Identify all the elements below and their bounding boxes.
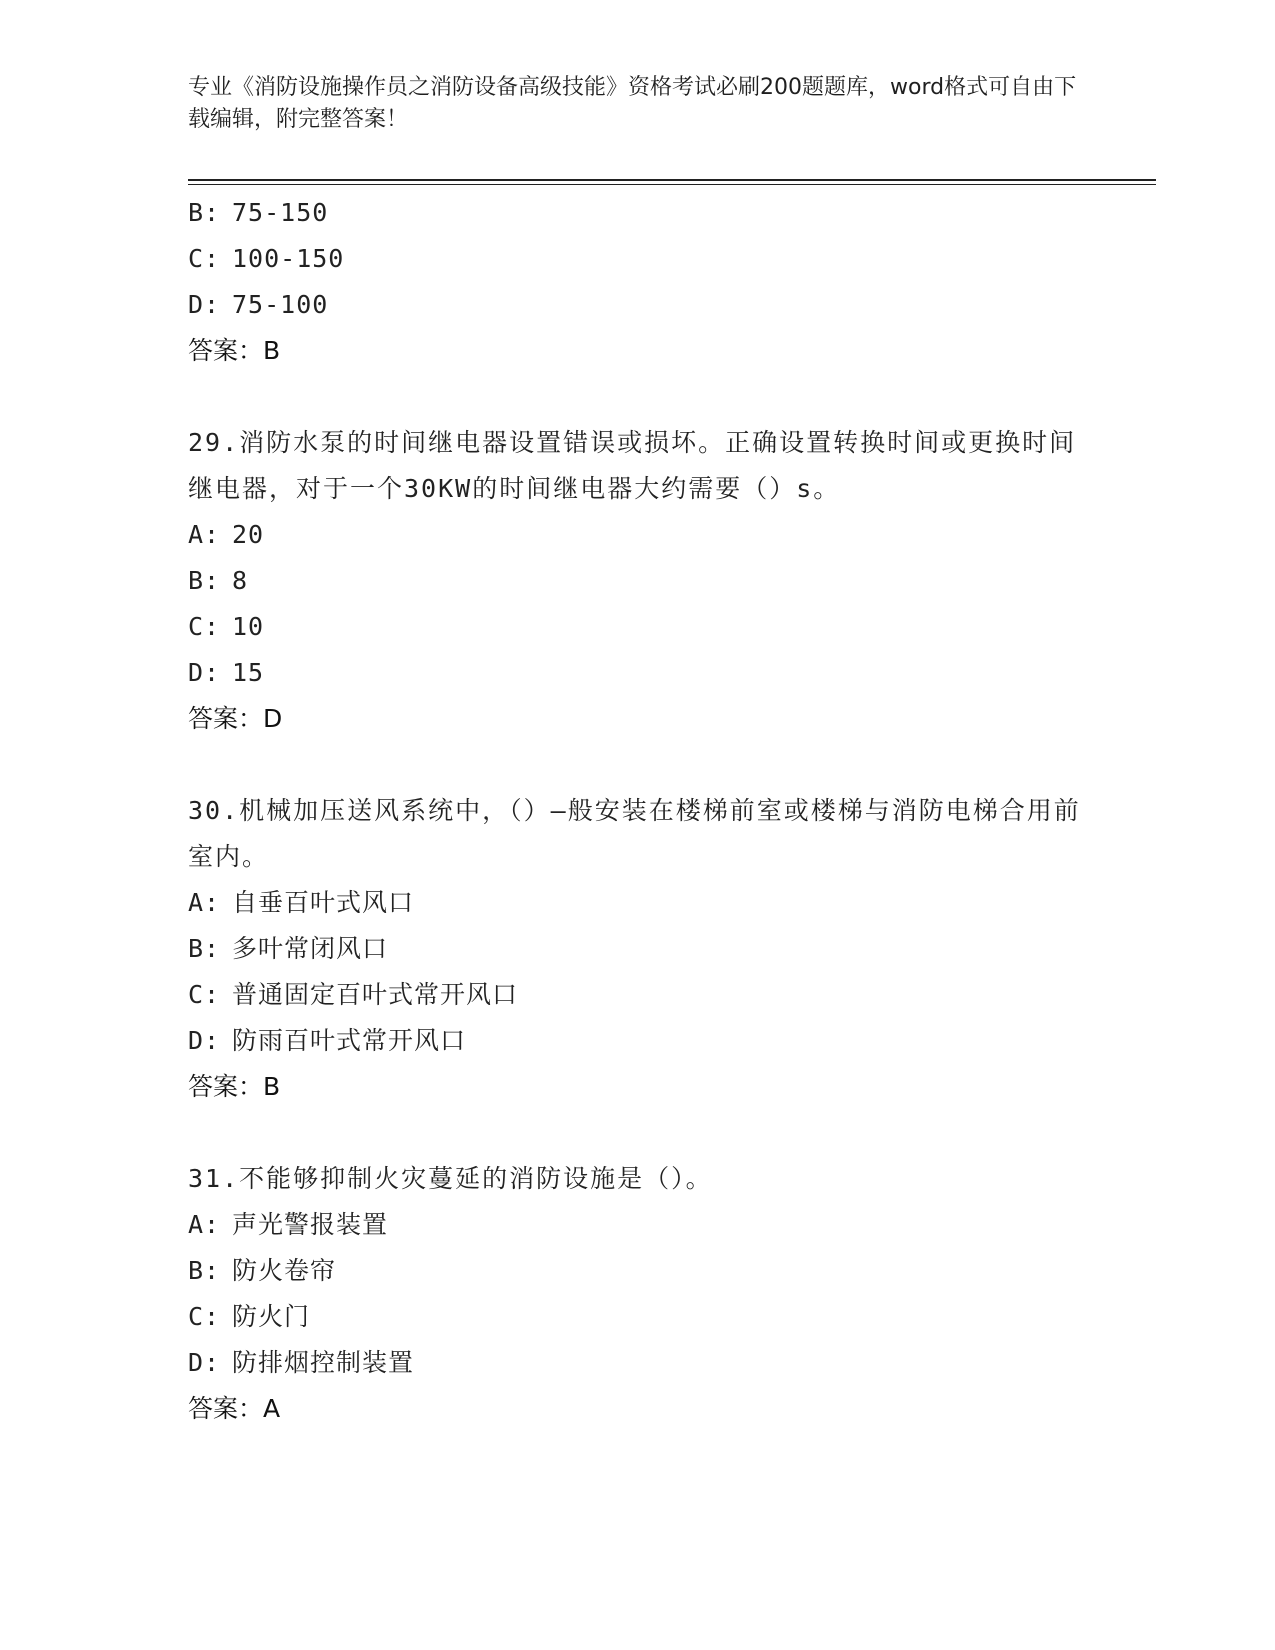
question-text: 31.不能够抑制火灾蔓延的消防设施是（）。 bbox=[188, 1164, 713, 1193]
option-c: C: 100-150 bbox=[188, 244, 345, 273]
question-28-partial bbox=[188, 190, 1088, 374]
question-text: 29.消防水泵的时间继电器设置错误或损坏。正确设置转换时间或更换时间继电器，对于一个30KW的时间继电器大约需要（）s。 bbox=[188, 428, 1077, 503]
answer-line: 答案：B bbox=[188, 336, 281, 365]
option-c: C: 普通固定百叶式常开风口 bbox=[188, 980, 519, 1009]
option-d: D: 15 bbox=[188, 658, 265, 687]
option-a: A: 自垂百叶式风口 bbox=[188, 888, 415, 917]
question-text: 30.机械加压送风系统中，（）—般安装在楼梯前室或楼梯与消防电梯合用前室内。 bbox=[188, 796, 1081, 871]
answer-line: 答案：B bbox=[188, 1072, 281, 1101]
question-31 bbox=[188, 1156, 1088, 1432]
question-30 bbox=[188, 788, 1088, 1110]
option-c: C: 防火门 bbox=[188, 1302, 311, 1331]
option-b: B: 防火卷帘 bbox=[188, 1256, 337, 1285]
option-d: D: 防排烟控制装置 bbox=[188, 1348, 415, 1377]
answer-line: 答案：A bbox=[188, 1394, 281, 1423]
option-c: C: 10 bbox=[188, 612, 265, 641]
option-a: A: 20 bbox=[188, 520, 265, 549]
option-d: D: 75-100 bbox=[188, 290, 329, 319]
question-list bbox=[188, 190, 1088, 1432]
header-divider-thick bbox=[188, 179, 1156, 181]
document-header: 专业《消防设施操作员之消防设备高级技能》资格考试必刷200题题库，word格式可自由下载编辑，附完整答案！ bbox=[188, 75, 1077, 132]
header-divider-thin bbox=[188, 184, 1156, 185]
option-b: B: 多叶常闭风口 bbox=[188, 934, 389, 963]
option-b: B: 75-150 bbox=[188, 198, 329, 227]
option-a: A: 声光警报装置 bbox=[188, 1210, 389, 1239]
question-29 bbox=[188, 420, 1088, 742]
answer-line: 答案：D bbox=[188, 704, 283, 733]
option-b: B: 8 bbox=[188, 566, 249, 595]
option-d: D: 防雨百叶式常开风口 bbox=[188, 1026, 467, 1055]
